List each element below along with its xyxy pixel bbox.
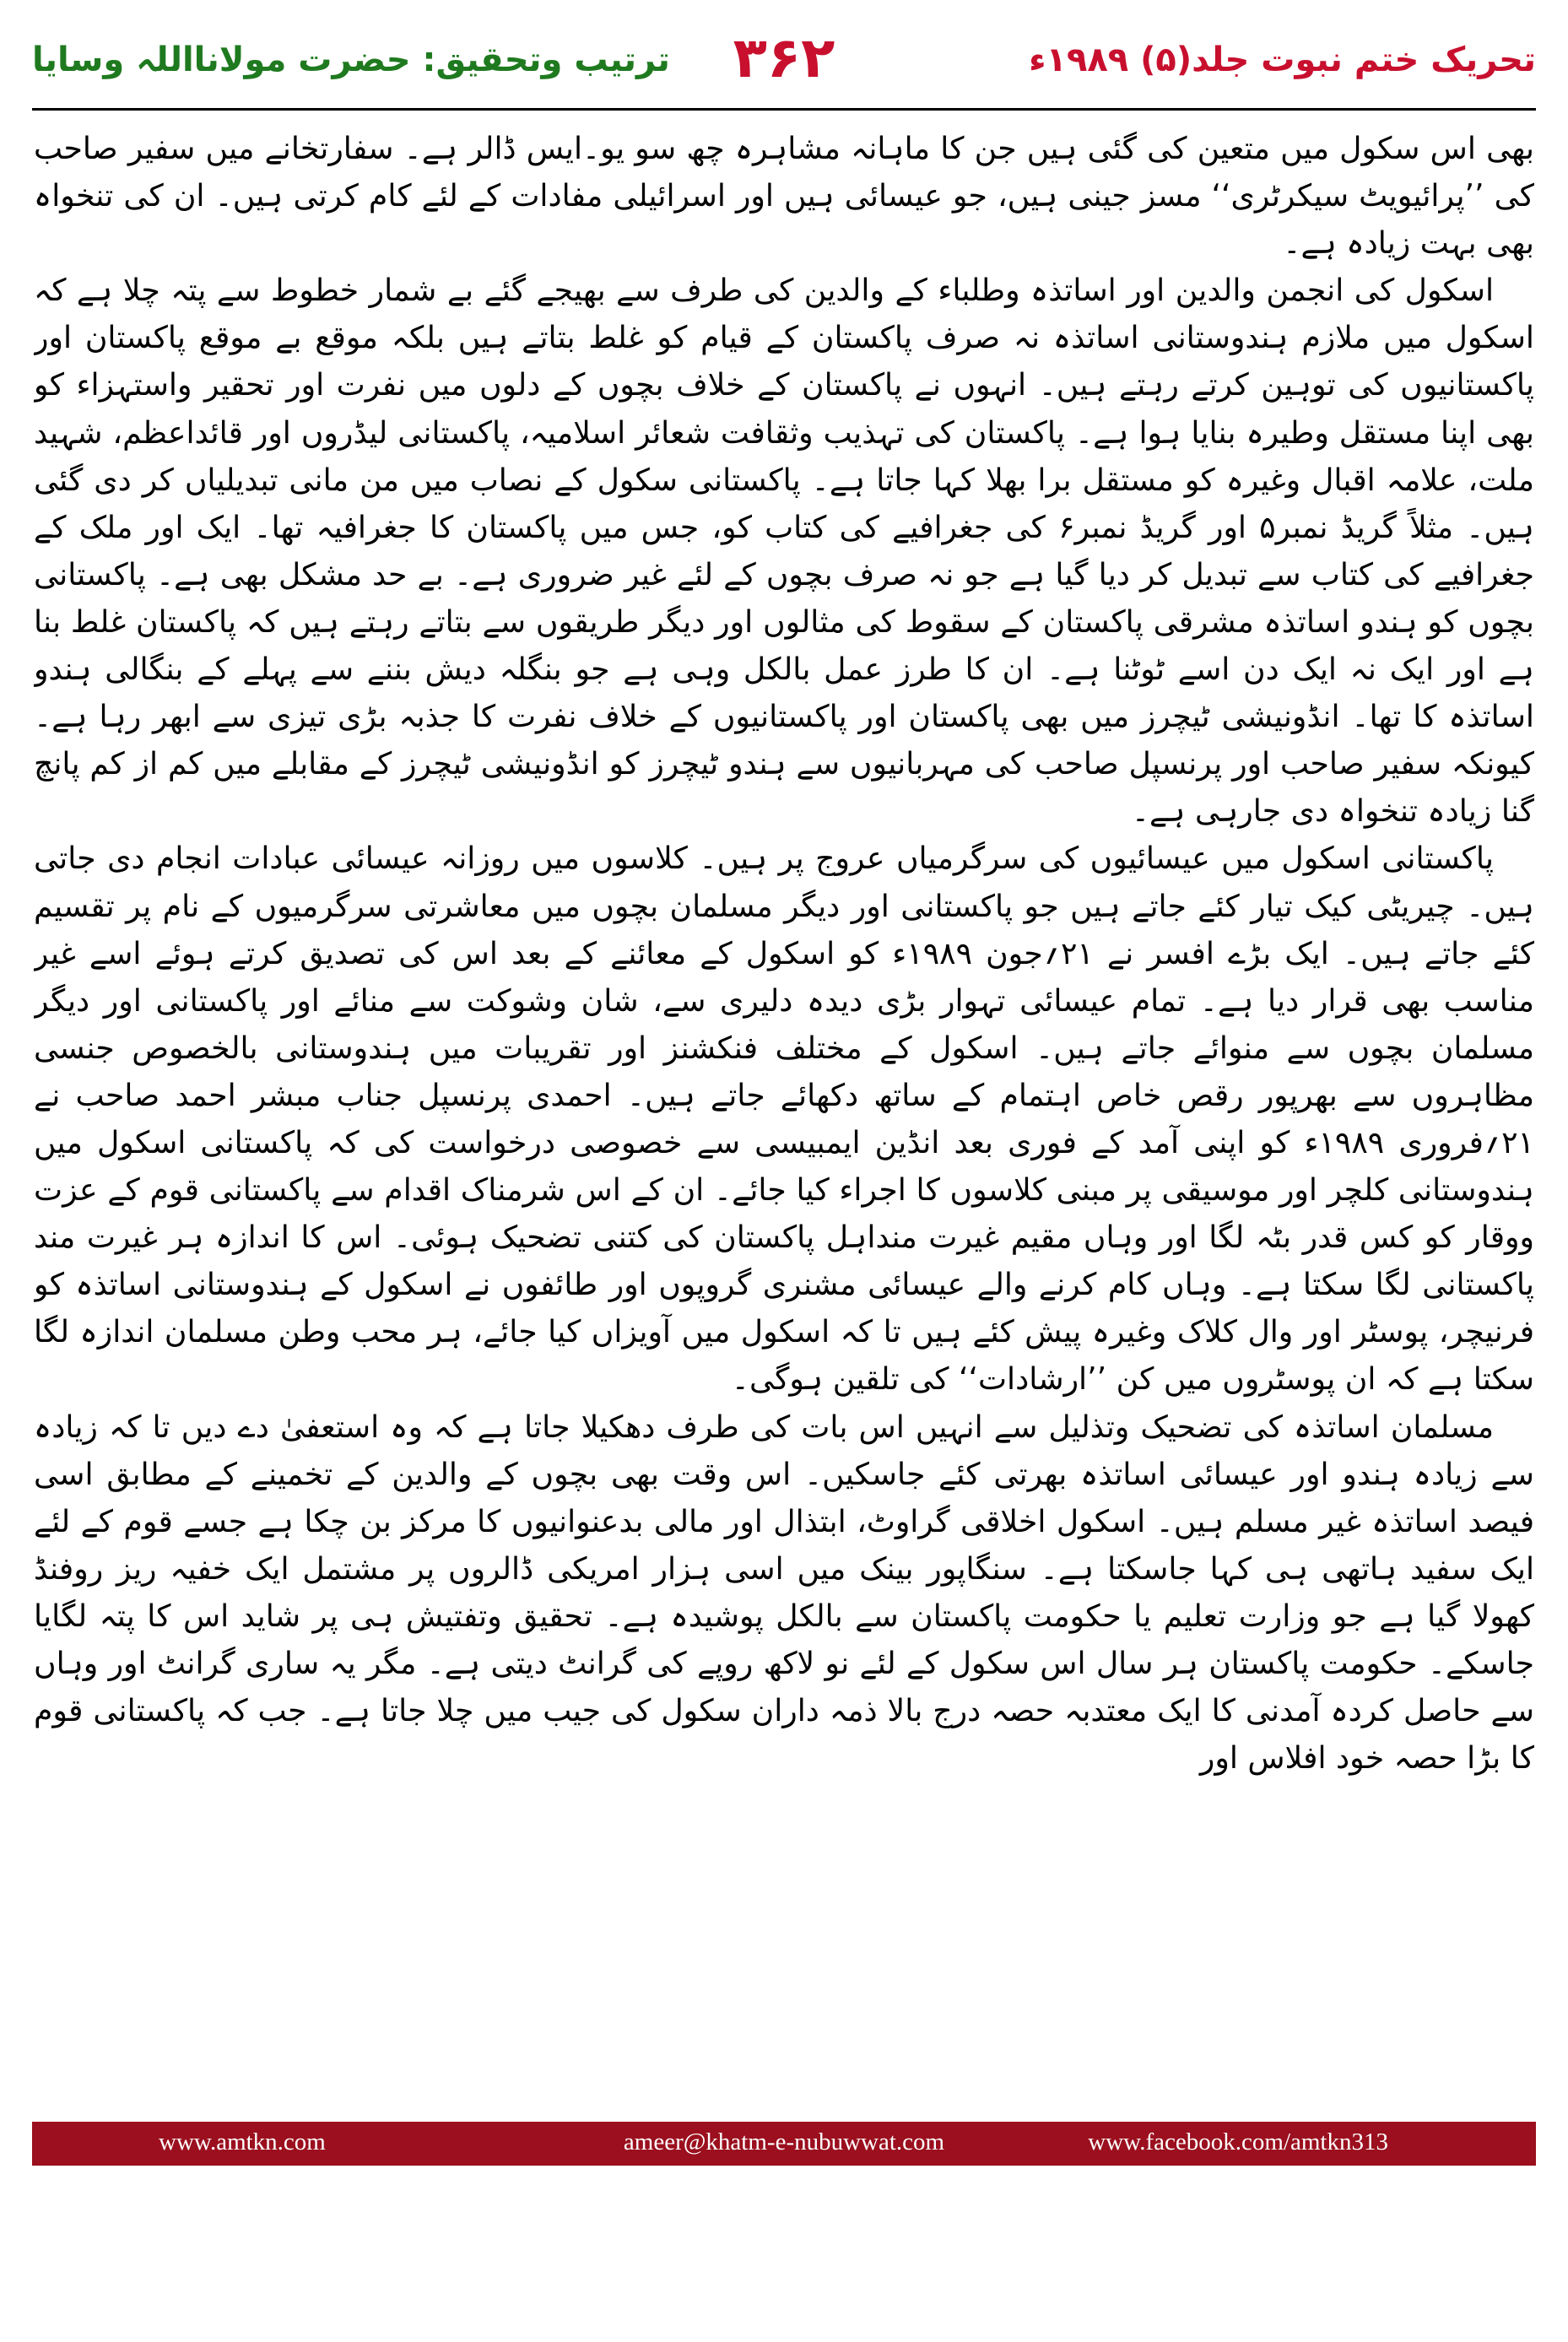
page-body <box>34 125 1534 2115</box>
page-header <box>32 25 1536 105</box>
series-title: تحریک ختم نبوت جلد(۵) ۱۹۸۹ء <box>1029 41 1536 79</box>
paragraph-3: پاکستانی اسکول میں عیسائیوں کی سرگرمیاں عروج پر ہیں۔ کلاسوں میں روزانہ عیسائی عبادات انجام دی جاتی ہیں۔ چیریٹی کیک تیار کئے جاتے ہیں جو پاکستانی اور دیگر مسلمان بچوں میں معاشرتی سرگرمیوں کے نام پر تقسیم کئے جاتے ہیں۔ ایک بڑے افسر نے ۲۱؍جون ۱۹۸۹ء کو اسکول کے معائنے کے بعد اس کی تصدیق کرتے ہوئے اسے غیر مناسب بھی قرار دیا ہے۔ تمام عیسائی تہوار بڑی دیدہ دلیری سے، شان وشوکت سے منائے اور پاکستانی اور دیگر مسلمان بچوں سے منوائے جاتے ہیں۔ اسکول کے مختلف فنکشنز اور تقریبات میں ہندوستانی بالخصوص جنسی مظاہروں سے بھرپور رقص خاص اہتمام کے ساتھ دکھائے جاتے ہیں۔ احمدی پرنسپل جناب مبشر احمد صاحب نے ۲۱؍فروری ۱۹۸۹ء کو اپنی آمد کے فوری بعد انڈین ایمبیسی سے خصوصی درخواست کی کہ پاکستانی اسکول میں ہندوستانی کلچر اور موسیقی پر مبنی کلاسوں کا اجراء کیا جائے۔ ان کے اس شرمناک اقدام سے پاکستانی قوم کے عزت ووقار کو کس قدر بٹہ لگا اور وہاں مقیم غیرت منداہل پاکستان کی کتنی تضحیک ہوئی۔ اس کا اندازہ ہر غیرت مند پاکستانی لگا سکتا ہے۔ وہاں کام کرنے والے عیسائی مشنری گروپوں اور طائفوں نے اسکول کے ہندوستانی اساتذہ کو فرنیچر، پوسٹر اور وال کلاک وغیرہ پیش کئے ہیں تا کہ اسکول میں آویزاں کیا جائے، ہر محب وطن مسلمان اندازہ لگا سکتا ہے کہ ان پوسٹروں میں کن ’’ارشادات‘‘ کی تلقین ہوگی۔ <box>34 840 1534 1398</box>
header-divider <box>32 108 1536 111</box>
email-link[interactable]: ameer@khatm-e-nubuwwat.com <box>623 2128 945 2155</box>
page-footer <box>32 2122 1536 2166</box>
page-number: ۳۶۲ <box>733 25 835 90</box>
compiler-credit: ترتیب وتحقیق: حضرت مولانااللہ وسایا <box>32 41 670 79</box>
paragraph-4: مسلمان اساتذہ کی تضحیک وتذلیل سے انہیں اس بات کی طرف دھکیلا جاتا ہے کہ وہ استعفیٰ دے دیں تا کہ زیادہ سے زیادہ ہندو اور عیسائی اساتذہ بھرتی کئے جاسکیں۔ اس وقت بھی بچوں کے والدین کے تخمینے کے مطابق اسی فیصد اساتذہ غیر مسلم ہیں۔ اسکول اخلاقی گراوٹ، ابتذال اور مالی بدعنوانیوں کا مرکز بن چکا ہے جسے قوم کے لئے ایک سفید ہاتھی ہی کہا جاسکتا ہے۔ سنگاپور بینک میں اسی ہزار امریکی ڈالروں پر مشتمل ایک خفیہ ریز روفنڈ کھولا گیا ہے جو وزارت تعلیم یا حکومت پاکستان سے بالکل پوشیدہ ہے۔ تحقیق وتفتیش ہی پر شاید اس کا پتہ لگایا جاسکے۔ حکومت پاکستان ہر سال اس سکول کے لئے نو لاکھ روپے کی گرانٹ دیتی ہے۔ مگر یہ ساری گرانٹ اور وہاں سے حاصل کردہ آمدنی کا ایک معتدبہ حصہ درج بالا ذمہ داران سکول کی جیب میں چلا جاتا ہے۔ جب کہ پاکستانی قوم کا بڑا حصہ خود افلاس اور <box>34 1408 1534 1777</box>
paragraph-1: بھی اس سکول میں متعین کی گئی ہیں جن کا ماہانہ مشاہرہ چھ سو یو۔ایس ڈالر ہے۔ سفارتخانے میں سفیر صاحب کی ’’پرائیویٹ سیکرٹری‘‘ مسز جینی ہیں، جو عیسائی ہیں اور اسرائیلی مفادات کے لئے کام کرتی ہیں۔ ان کی تنخواہ بھی بہت زیادہ ہے۔ <box>34 130 1534 262</box>
paragraph-2: اسکول کی انجمن والدین اور اساتذہ وطلباء کے والدین کی طرف سے بھیجے گئے بے شمار خطوط سے پتہ چلا ہے کہ اسکول میں ملازم ہندوستانی اساتذہ نہ صرف پاکستان کے قیام کو غلط بتاتے ہیں بلکہ موقع بے موقع پاکستان اور پاکستانیوں کی توہین کرتے رہتے ہیں۔ انہوں نے پاکستان کے خلاف بچوں کے دلوں میں نفرت اور تحقیر واستہزاء کو بھی اپنا مستقل وطیرہ بنایا ہوا ہے۔ پاکستان کی تہذیب وثقافت شعائر اسلامیہ، پاکستانی لیڈروں اور قائداعظم، شہید ملت، علامہ اقبال وغیرہ کو مستقل برا بھلا کہا جاتا ہے۔ پاکستانی سکول کے نصاب میں من مانی تبدیلیاں کر دی گئی ہیں۔ مثلاً گریڈ نمبر۵ اور گریڈ نمبر۶ کی جغرافیے کی کتاب کو، جس میں پاکستان کا جغرافیہ تھا۔ ایک اور ملک کے جغرافیے کی کتاب سے تبدیل کر دیا گیا ہے جو نہ صرف بچوں کے لئے غیر ضروری ہے۔ بے حد مشکل بھی ہے۔ پاکستانی بچوں کو ہندو اساتذہ مشرقی پاکستان کے سقوط کی مثالوں اور دیگر طریقوں سے بتاتے رہتے ہیں کہ پاکستان غلط بنا ہے اور ایک نہ ایک دن اسے ٹوٹنا ہے۔ ان کا طرز عمل بالکل وہی ہے جو بنگلہ دیش بننے سے پہلے کے بنگالی ہندو اساتذہ کا تھا۔ انڈونیشی ٹیچرز میں بھی پاکستان اور پاکستانیوں کے خلاف نفرت کا جذبہ بڑی تیزی سے ابھر رہا ہے۔ کیونکہ سفیر صاحب اور پرنسپل صاحب کی مہربانیوں سے ہندو ٹیچرز کو انڈونیشی ٹیچرز کے مقابلے میں کم از کم پانچ گنا زیادہ تنخواہ دی جارہی ہے۔ <box>34 272 1534 830</box>
website-link[interactable]: www.amtkn.com <box>159 2128 326 2155</box>
facebook-link[interactable]: www.facebook.com/amtkn313 <box>1088 2128 1388 2155</box>
